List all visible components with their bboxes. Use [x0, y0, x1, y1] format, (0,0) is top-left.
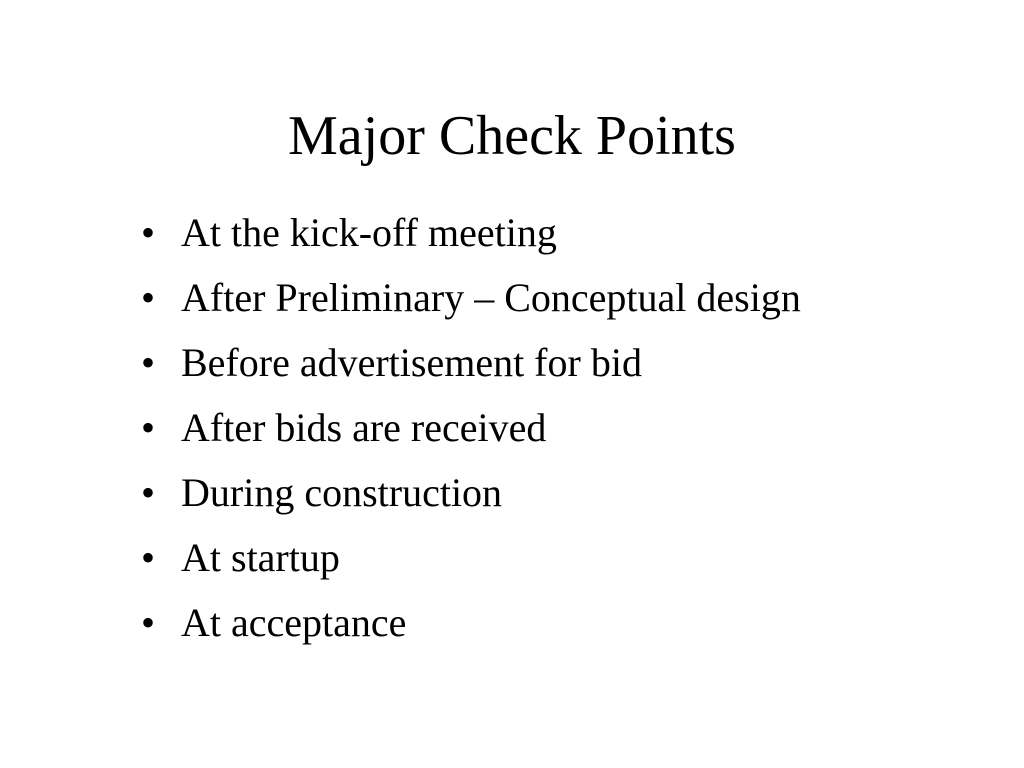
list-item-text: At the kick-off meeting	[181, 210, 557, 255]
list-item-text: After Preliminary – Conceptual design	[181, 275, 801, 320]
list-item-text: During construction	[181, 470, 503, 515]
slide-title: Major Check Points	[288, 105, 736, 167]
bullet-point-icon: •	[141, 275, 156, 320]
list-item-text: After bids are received	[181, 405, 547, 450]
list-item-text: At acceptance	[181, 600, 407, 645]
bullet-point-icon: •	[141, 535, 156, 580]
bullet-point-icon: •	[141, 405, 156, 450]
bullet-point-icon: •	[141, 210, 156, 255]
list-item-text: Before advertisement for bid	[181, 340, 642, 385]
bullet-point-icon: •	[141, 340, 156, 385]
list-item-text: At startup	[181, 535, 340, 580]
bullet-point-icon: •	[141, 600, 156, 645]
bullet-point-icon: •	[141, 470, 156, 515]
